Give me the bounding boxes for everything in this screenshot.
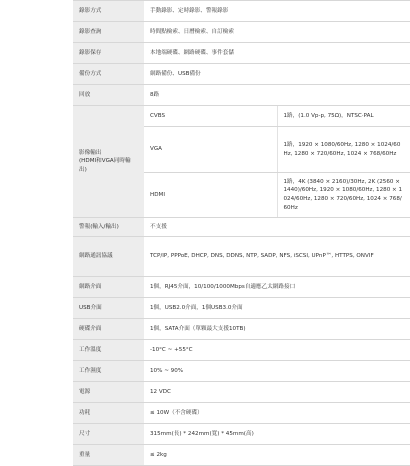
spec-value: -10°C ~ +55°C [144, 340, 410, 361]
spec-label: 警報(輸入/輸出) [73, 218, 144, 237]
spec-row-operating-humidity [73, 361, 410, 382]
spec-row-power [73, 382, 410, 403]
spec-row-backup [73, 64, 410, 85]
spec-row-network-protocol [73, 237, 410, 277]
spec-row-record-search [73, 22, 410, 43]
spec-table [73, 0, 410, 466]
spec-subvalue: 1路，(1.0 Vp-p, 75Ω)，NTSC·PAL [277, 106, 410, 127]
spec-row-network-interface [73, 277, 410, 298]
spec-row-disk-interface [73, 319, 410, 340]
spec-label: 重量 [73, 445, 144, 466]
spec-row-usb-interface [73, 298, 410, 319]
spec-label: 工作濕度 [73, 361, 144, 382]
spec-label: 錄影方式 [73, 1, 144, 22]
spec-subvalue: 1路，4K (3840 × 2160)/30Hz, 2K (2560 × 1440)/60Hz, 1920 × 1080/60Hz, 1280 × 1024/60Hz, 1280 × 720/60Hz, 1024 × 768/60Hz [277, 173, 410, 218]
spec-row-record-mode [73, 1, 410, 22]
spec-value: 1個，RJ45介面，10/100/1000Mbps自適應乙太網路接口 [144, 277, 410, 298]
spec-value: 時間點檢索、日曆檢索、自訂檢索 [144, 22, 410, 43]
spec-label: 功耗 [73, 403, 144, 424]
spec-value: 10% ~ 90% [144, 361, 410, 382]
spec-label: 錄影查詢 [73, 22, 144, 43]
spec-label: 電源 [73, 382, 144, 403]
spec-row-power-consumption [73, 403, 410, 424]
spec-label: 網路通訊協議 [73, 237, 144, 277]
spec-label: 網路介面 [73, 277, 144, 298]
spec-row-dimensions [73, 424, 410, 445]
spec-value: 1個，SATA介面（單顆最大支援10TB) [144, 319, 410, 340]
spec-value: ≤ 2kg [144, 445, 410, 466]
spec-row-alarm [73, 218, 410, 237]
spec-row-operating-temperature [73, 340, 410, 361]
spec-label: 工作溫度 [73, 340, 144, 361]
spec-label: 硬碟介面 [73, 319, 144, 340]
spec-value: 手動錄影、定時錄影、警報錄影 [144, 1, 410, 22]
spec-value: 1個，USB2.0介面，1個USB3.0介面 [144, 298, 410, 319]
spec-row-weight [73, 445, 410, 466]
spec-subvalue: 1路，1920 × 1080/60Hz, 1280 × 1024/60Hz, 1280 × 720/60Hz, 1024 × 768/60Hz [277, 127, 410, 173]
spec-value: TCP/IP, PPPoE, DHCP, DNS, DDNS, NTP, SADP, NFS, iSCSI, UPnP™, HTTPS, ONVIF [144, 237, 410, 277]
spec-value: 本地端硬碟、網路硬碟、事件套儲 [144, 43, 410, 64]
spec-sublabel: VGA [144, 127, 277, 173]
spec-label: 影像輸出 (HDMI和VGA同時輸出) [73, 106, 144, 218]
spec-label: 備份方式 [73, 64, 144, 85]
spec-label: USB介面 [73, 298, 144, 319]
spec-value: 12 VDC [144, 382, 410, 403]
spec-value: 不支援 [144, 218, 410, 237]
spec-sublabel: CVBS [144, 106, 277, 127]
spec-value: 網路備份、USB備份 [144, 64, 410, 85]
spec-row-video-output-cvbs [73, 106, 410, 127]
spec-label: 尺寸 [73, 424, 144, 445]
spec-row-playback [73, 85, 410, 106]
spec-value: 315mm(長) * 242mm(寬) * 45mm(高) [144, 424, 410, 445]
spec-row-record-storage [73, 43, 410, 64]
spec-value: 8路 [144, 85, 410, 106]
spec-label: 回放 [73, 85, 144, 106]
spec-value: ≤ 10W（不含硬碟） [144, 403, 410, 424]
spec-label: 錄影保存 [73, 43, 144, 64]
spec-sublabel: HDMI [144, 173, 277, 218]
